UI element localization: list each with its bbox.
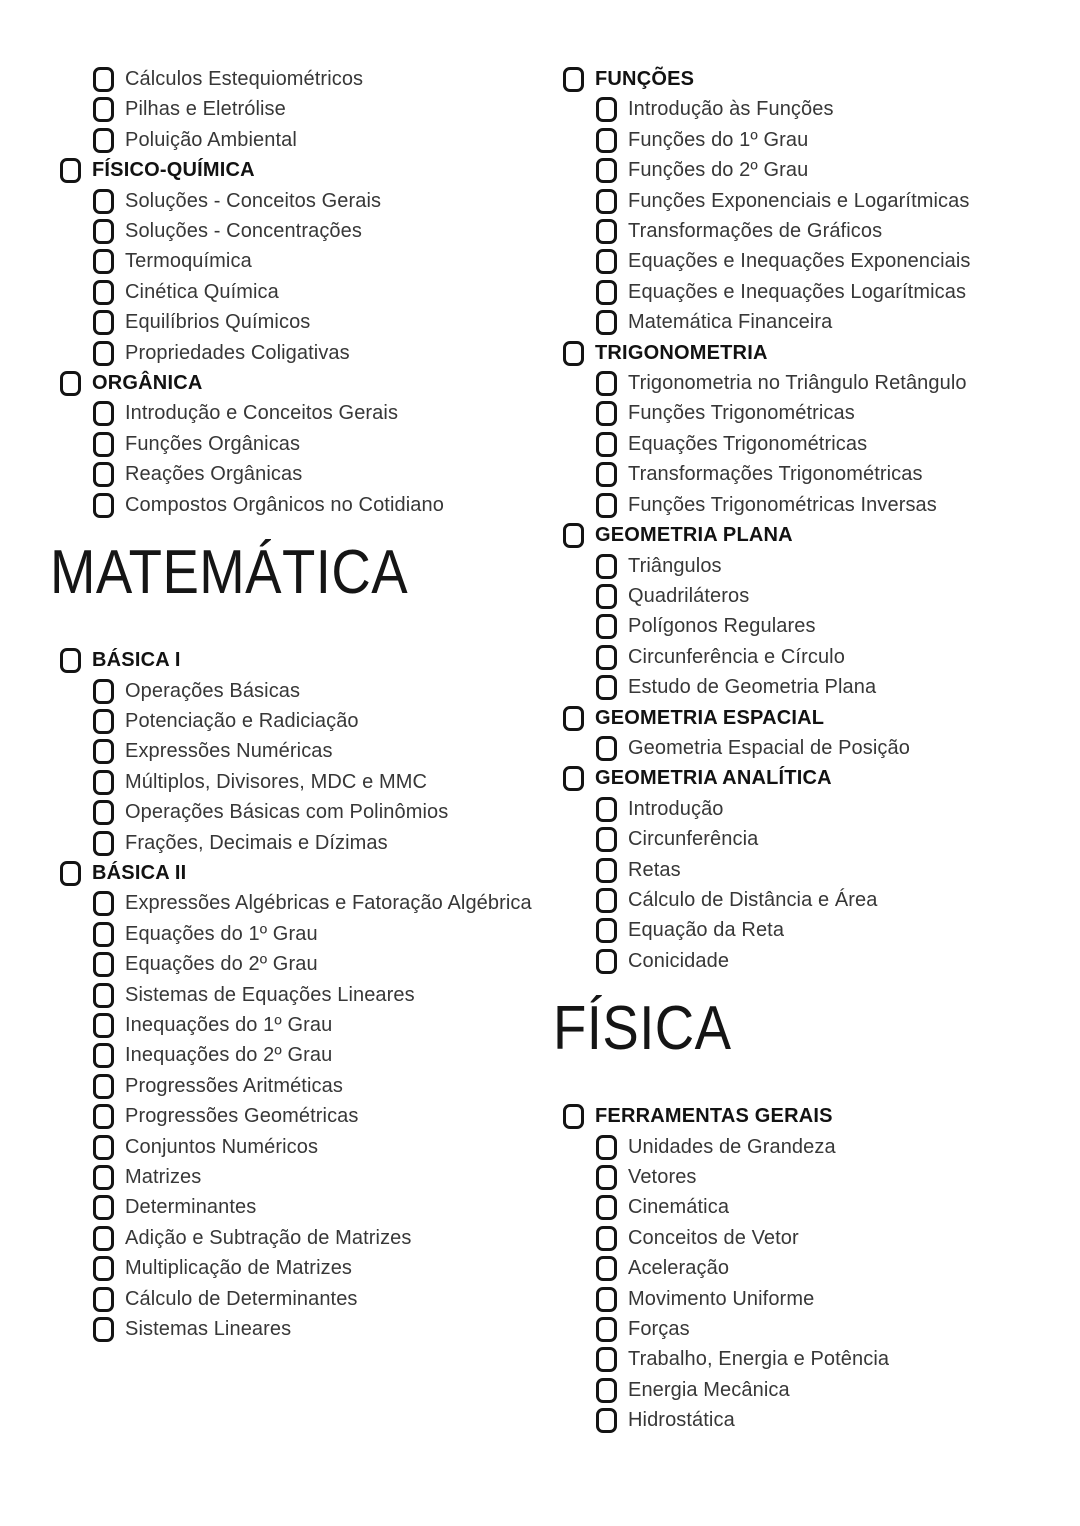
checklist-item-label: Energia Mecânica	[628, 1378, 790, 1401]
checklist-item-label: Funções do 1º Grau	[628, 128, 809, 151]
checkbox[interactable]	[596, 918, 617, 943]
checklist-item-row	[596, 946, 1055, 976]
checklist-item-row	[596, 94, 1055, 124]
checkbox[interactable]	[596, 1347, 617, 1372]
section-header-label: BÁSICA II	[92, 861, 187, 884]
section-header-label: BÁSICA I	[92, 649, 181, 672]
checklist-item-label: Cálculo de Distância e Área	[628, 888, 878, 911]
checklist-item-label: Sistemas de Equações Lineares	[125, 983, 415, 1006]
checkbox[interactable]	[93, 67, 114, 92]
checkbox[interactable]	[93, 432, 114, 457]
checkbox[interactable]	[93, 280, 114, 305]
checklist-item-row	[93, 828, 532, 858]
checklist-item-label: Multiplicação de Matrizes	[125, 1257, 353, 1280]
checklist-item-row	[596, 125, 1055, 155]
section-header-label: GEOMETRIA PLANA	[595, 524, 793, 547]
checklist-item-row	[93, 1071, 532, 1101]
checkbox[interactable]	[596, 1256, 617, 1281]
checklist-item-row	[596, 672, 1055, 702]
checkbox[interactable]	[93, 891, 114, 916]
checklist-item-row	[596, 398, 1055, 428]
checkbox[interactable]	[563, 523, 584, 548]
checklist-item-row	[596, 307, 1055, 337]
checkbox[interactable]	[596, 1195, 617, 1220]
checklist-item-row	[596, 1253, 1055, 1283]
checklist-item-row	[596, 1375, 1055, 1405]
checklist-item-label: Determinantes	[125, 1196, 257, 1219]
checklist-item-row	[93, 459, 532, 489]
checklist-item-label: Adição e Subtração de Matrizes	[125, 1226, 412, 1249]
checkbox[interactable]	[93, 679, 114, 704]
checklist-item-row	[93, 277, 532, 307]
checkbox[interactable]	[596, 1135, 617, 1160]
section-header-row	[563, 703, 1055, 733]
checklist-item-label: Forças	[628, 1318, 690, 1341]
checkbox[interactable]	[596, 493, 617, 518]
checkbox[interactable]	[563, 1104, 584, 1129]
checklist-item-row	[93, 1192, 532, 1222]
column-left	[50, 64, 532, 1344]
checklist-item-row	[93, 676, 532, 706]
checklist-item-row	[596, 1162, 1055, 1192]
checklist-item-label: Expressões Numéricas	[125, 740, 333, 763]
checklist-item-row	[93, 1314, 532, 1344]
checklist-item-label: Operações Básicas	[125, 679, 301, 702]
checklist-item-row	[596, 1284, 1055, 1314]
checkbox[interactable]	[93, 1317, 114, 1342]
checklist-item-row	[93, 980, 532, 1010]
checkbox[interactable]	[563, 67, 584, 92]
checklist-item-label: Equações do 2º Grau	[125, 953, 318, 976]
section-header-label: TRIGONOMETRIA	[595, 341, 768, 364]
checkbox[interactable]	[60, 648, 81, 673]
checkbox[interactable]	[596, 219, 617, 244]
checkbox[interactable]	[596, 432, 617, 457]
checkbox[interactable]	[596, 888, 617, 913]
checklist-item-row	[596, 216, 1055, 246]
checklist-item-label: Geometria Espacial de Posição	[628, 736, 910, 759]
checklist-item-row	[93, 767, 532, 797]
checklist-item-label: Funções do 2º Grau	[628, 159, 809, 182]
checklist-item-label: Cálculo de Determinantes	[125, 1287, 358, 1310]
checkbox[interactable]	[596, 675, 617, 700]
checkbox[interactable]	[93, 1287, 114, 1312]
checkbox[interactable]	[563, 706, 584, 731]
checklist-item-row	[596, 824, 1055, 854]
checkbox[interactable]	[596, 584, 617, 609]
checklist-item-label: Hidrostática	[628, 1409, 735, 1432]
checkbox[interactable]	[596, 1287, 617, 1312]
checkbox[interactable]	[596, 128, 617, 153]
checklist-item-label: Cálculos Estequiométricos	[125, 68, 364, 90]
checklist-item-row	[93, 1040, 532, 1070]
checklist-item-label: Conjuntos Numéricos	[125, 1135, 319, 1158]
checkbox[interactable]	[596, 401, 617, 426]
checkbox[interactable]	[93, 922, 114, 947]
checkbox[interactable]	[563, 766, 584, 791]
checklist-item-label: Matemática Financeira	[628, 311, 833, 334]
checklist-item-row	[93, 949, 532, 979]
section-header-row	[60, 858, 532, 888]
checklist-item-row	[596, 459, 1055, 489]
checklist-item-row	[93, 125, 532, 155]
checklist-item-row	[596, 1405, 1055, 1435]
checklist-item-label: Triângulos	[628, 554, 722, 577]
checkbox[interactable]	[93, 1256, 114, 1281]
checklist-item-label: Trabalho, Energia e Potência	[628, 1348, 890, 1371]
checklist-item-label: Progressões Geométricas	[125, 1105, 359, 1128]
checkbox[interactable]	[93, 128, 114, 153]
checklist-item-label: Equações e Inequações Logarítmicas	[628, 280, 967, 303]
checkbox[interactable]	[93, 800, 114, 825]
checklist-item-row	[93, 919, 532, 949]
checklist-item-label: Equação da Reta	[628, 919, 785, 942]
checklist-item-label: Equilíbrios Químicos	[125, 311, 311, 334]
checklist-item-row	[93, 216, 532, 246]
checkbox[interactable]	[93, 1013, 114, 1038]
checkbox[interactable]	[60, 158, 81, 183]
checklist-item-label: Soluções - Concentrações	[125, 220, 362, 243]
checklist-item-row	[596, 368, 1055, 398]
section-header-row	[563, 520, 1055, 550]
checklist-item-label: Introdução às Funções	[628, 98, 834, 121]
checklist-item-row	[596, 642, 1055, 672]
checkbox[interactable]	[93, 1043, 114, 1068]
checkbox[interactable]	[60, 371, 81, 396]
checklist-item-label: Compostos Orgânicos no Cotidiano	[125, 493, 444, 516]
checklist-item-row	[93, 490, 532, 520]
checklist-item-label: Introdução	[628, 797, 724, 820]
checkbox[interactable]	[596, 1378, 617, 1403]
checklist-item-row	[93, 1101, 532, 1131]
checkbox[interactable]	[93, 1165, 114, 1190]
checklist-item-label: Conicidade	[628, 949, 730, 972]
checklist-item-row	[596, 551, 1055, 581]
checklist-item-label: Inequações do 1º Grau	[125, 1013, 333, 1036]
checklist-item-label: Funções Trigonométricas Inversas	[628, 493, 937, 516]
checklist-item-label: Unidades de Grandeza	[628, 1135, 836, 1158]
checklist-item-row	[596, 1223, 1055, 1253]
checklist-item-label: Transformações Trigonométricas	[628, 463, 923, 486]
checklist-item-row	[596, 155, 1055, 185]
checklist-item-row	[596, 581, 1055, 611]
checklist-item-label: Funções Orgânicas	[125, 432, 301, 455]
checkbox[interactable]	[93, 1226, 114, 1251]
checkbox[interactable]	[596, 645, 617, 670]
checklist-item-label: Trigonometria no Triângulo Retângulo	[628, 372, 967, 395]
section-header-label: FÍSICO-QUÍMICA	[92, 159, 255, 182]
checklist-item-row	[93, 398, 532, 428]
section-header-row	[563, 763, 1055, 793]
checklist-item-label: Quadriláteros	[628, 584, 750, 607]
checkbox[interactable]	[93, 1074, 114, 1099]
checklist-item-row	[93, 94, 532, 124]
checkbox[interactable]	[596, 1408, 617, 1433]
checklist-item-row	[596, 246, 1055, 276]
checklist-item-label: Introdução e Conceitos Gerais	[125, 402, 399, 425]
checklist-item-label: Progressões Aritméticas	[125, 1074, 343, 1097]
checklist-item-row	[596, 1344, 1055, 1374]
checklist-item-label: Propriedades Coligativas	[125, 341, 350, 364]
section-header-row	[60, 368, 532, 398]
checkbox[interactable]	[60, 861, 81, 886]
checklist-item-row	[93, 186, 532, 216]
checklist-item-label: Múltiplos, Divisores, MDC e MMC	[125, 770, 428, 793]
checklist-item-row	[596, 429, 1055, 459]
checklist-item-label: Equações Trigonométricas	[628, 432, 868, 455]
section-header-label: GEOMETRIA ANALÍTICA	[595, 767, 832, 790]
checkbox[interactable]	[596, 310, 617, 335]
checklist-item-label: Operações Básicas com Polinômios	[125, 801, 449, 824]
checkbox[interactable]	[93, 493, 114, 518]
checkbox[interactable]	[93, 219, 114, 244]
checkbox[interactable]	[93, 1135, 114, 1160]
checklist-item-row	[93, 1162, 532, 1192]
checkbox[interactable]	[596, 949, 617, 974]
section-header-row	[60, 155, 532, 185]
checklist-item-label: Circunferência	[628, 828, 759, 851]
subject-title: FÍSICA	[553, 994, 732, 1064]
checkbox[interactable]	[93, 189, 114, 214]
checkbox[interactable]	[93, 401, 114, 426]
checklist-item-row	[93, 736, 532, 766]
checklist-item-label: Conceitos de Vetor	[628, 1226, 799, 1249]
checklist-item-row	[596, 1314, 1055, 1344]
section-header-row	[60, 645, 532, 675]
checkbox[interactable]	[563, 341, 584, 366]
section-header-row	[563, 1101, 1055, 1131]
checklist-item-label: Reações Orgânicas	[125, 463, 303, 486]
checkbox[interactable]	[596, 158, 617, 183]
checkbox[interactable]	[93, 709, 114, 734]
section-header-label: FUNÇÕES	[595, 68, 695, 90]
checkbox[interactable]	[93, 739, 114, 764]
checkbox[interactable]	[596, 797, 617, 822]
checklist-item-label: Sistemas Lineares	[125, 1318, 292, 1341]
checklist-item-row	[596, 1192, 1055, 1222]
checklist-item-row	[93, 1010, 532, 1040]
section-header-row	[563, 338, 1055, 368]
checklist-item-row	[93, 888, 532, 918]
checklist-item-row	[93, 64, 532, 94]
checkbox[interactable]	[596, 1317, 617, 1342]
checklist-item-label: Funções Exponenciais e Logarítmicas	[628, 189, 970, 212]
checklist-item-label: Transformações de Gráficos	[628, 220, 883, 243]
checkbox[interactable]	[93, 249, 114, 274]
checklist-item-row	[596, 733, 1055, 763]
section-header-label: ORGÂNICA	[92, 372, 203, 395]
checkbox[interactable]	[93, 983, 114, 1008]
checklist-item-row	[93, 706, 532, 736]
checklist-item-label: Movimento Uniforme	[628, 1287, 815, 1310]
checklist-item-row	[596, 794, 1055, 824]
checkbox[interactable]	[596, 1165, 617, 1190]
checkbox[interactable]	[596, 462, 617, 487]
section-header-label: FERRAMENTAS GERAIS	[595, 1105, 833, 1128]
checkbox[interactable]	[596, 189, 617, 214]
checklist-item-row	[93, 1132, 532, 1162]
checklist-item-row	[596, 611, 1055, 641]
checkbox[interactable]	[596, 827, 617, 852]
checklist-item-label: Soluções - Conceitos Gerais	[125, 189, 382, 212]
checkbox[interactable]	[596, 249, 617, 274]
checkbox[interactable]	[93, 831, 114, 856]
checklist-item-label: Vetores	[628, 1166, 697, 1188]
checklist-item-label: Expressões Algébricas e Fatoração Algébrica	[125, 892, 532, 915]
checklist-item-label: Estudo de Geometria Plana	[628, 676, 877, 699]
checklist-item-label: Equações do 1º Grau	[125, 922, 318, 945]
checklist-item-label: Frações, Decimais e Dízimas	[125, 831, 388, 854]
checkbox[interactable]	[596, 1226, 617, 1251]
checklist-item-row	[93, 338, 532, 368]
checkbox[interactable]	[596, 736, 617, 761]
checklist-item-label: Circunferência e Círculo	[628, 645, 845, 668]
checklist-item-row	[93, 429, 532, 459]
checkbox[interactable]	[93, 952, 114, 977]
checklist-item-label: Cinemática	[628, 1196, 730, 1219]
checkbox[interactable]	[93, 1104, 114, 1129]
checklist-item-label: Matrizes	[125, 1166, 202, 1188]
checklist-item-row	[93, 1223, 532, 1253]
checklist-item-label: Pilhas e Eletrólise	[125, 98, 286, 121]
checklist-item-label: Retas	[628, 858, 681, 881]
checklist-item-label: Potenciação e Radiciação	[125, 709, 359, 732]
checkbox[interactable]	[596, 371, 617, 396]
section-header-label: GEOMETRIA ESPACIAL	[595, 706, 825, 729]
checklist-item-row	[93, 246, 532, 276]
checkbox[interactable]	[596, 614, 617, 639]
checklist-item-row	[93, 307, 532, 337]
checklist-item-row	[596, 855, 1055, 885]
checklist-item-label: Cinética Química	[125, 280, 279, 303]
checkbox[interactable]	[596, 280, 617, 305]
checklist-item-label: Inequações do 2º Grau	[125, 1044, 333, 1067]
checkbox[interactable]	[93, 310, 114, 335]
checklist-item-row	[93, 1284, 532, 1314]
section-header-row	[563, 64, 1055, 94]
checklist-item-row	[596, 277, 1055, 307]
column-right	[553, 64, 1055, 1436]
checkbox[interactable]	[93, 1195, 114, 1220]
checkbox[interactable]	[93, 462, 114, 487]
checkbox[interactable]	[596, 554, 617, 579]
checklist-item-label: Equações e Inequações Exponenciais	[628, 250, 971, 273]
checklist-item-row	[93, 1253, 532, 1283]
checklist-item-row	[596, 490, 1055, 520]
checklist-item-label: Funções Trigonométricas	[628, 402, 855, 425]
checklist-item-row	[596, 186, 1055, 216]
checkbox[interactable]	[93, 770, 114, 795]
checklist-item-label: Poluição Ambiental	[125, 128, 297, 151]
checklist-item-label: Termoquímica	[125, 250, 252, 273]
checkbox[interactable]	[596, 858, 617, 883]
subject-title: MATEMÁTICA	[50, 538, 409, 608]
checklist-item-row	[93, 797, 532, 827]
checkbox[interactable]	[93, 97, 114, 122]
checklist-item-label: Polígonos Regulares	[628, 615, 816, 638]
checkbox[interactable]	[93, 341, 114, 366]
checklist-item-row	[596, 1132, 1055, 1162]
checklist-item-row	[596, 885, 1055, 915]
checklist-item-row	[596, 915, 1055, 945]
checklist-item-label: Aceleração	[628, 1257, 730, 1280]
checkbox[interactable]	[596, 97, 617, 122]
